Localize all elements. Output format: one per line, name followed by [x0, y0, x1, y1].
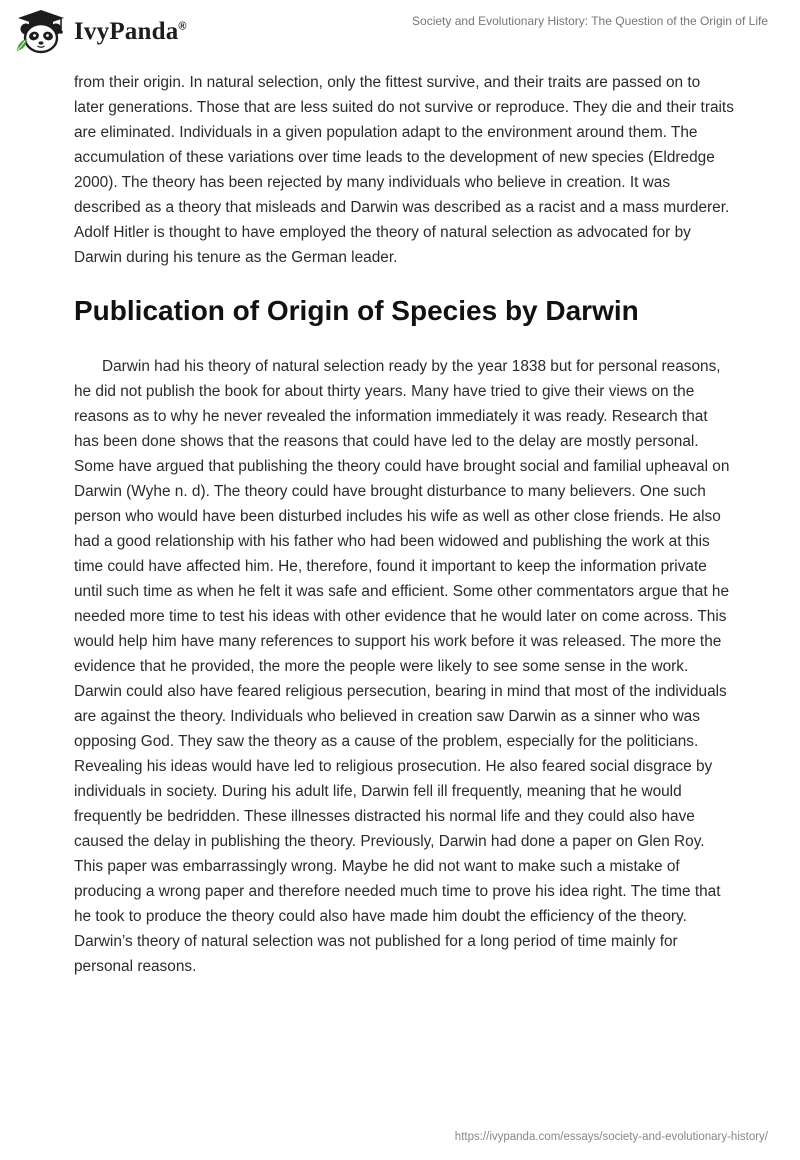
brand-name-text: IvyPanda	[74, 18, 179, 45]
running-title: Society and Evolutionary History: The Question of the Origin of Life	[412, 14, 768, 28]
section-heading: Publication of Origin of Species by Darwin	[74, 295, 639, 326]
page-header	[0, 0, 800, 62]
source-url-link[interactable]: https://ivypanda.com/essays/society-and-evolutionary-history/	[454, 1131, 768, 1143]
body-paragraph: Darwin had his theory of natural selection ready by the year 1838 but for personal reasons, he did not publish the book for about thirty years. Many have tried to give their views on the reasons as to why he never revealed the information immediately it was ready. Research that has been done shows that the reasons that could have led to the delay are mostly personal. Some have argued that publishing the theory could have brought social and familial upheaval on Darwin (Wyhe n. d). The theory could have brought disturbance to many believers. One such person who would have been disturbed includes his wife as well as other close friends. He also had a good relationship with his father who had been widowed and publishing the work at this time could have affected him. He, therefore, found it important to keep the information private until such time as when he felt it was safe and efficient. Some other commentators argue that he needed more time to test his ideas with other evidence that he would later on come across. This would help him have many references to support his work before it was released. The more the evidence that he provided, the more the people were likely to see some sense in the work. Darwin could also have feared religious persecution, bearing in mind that most of the individuals are against the theory. Individuals who believed in creation saw Darwin as a sinner who was opposing God. They saw the theory as a cause of the problem, especially for the politicians. Revealing his ideas would have led to religious prosecution. He also feared social disgrace by individuals in society. During his adult life, Darwin fell ill frequently, meaning that he would frequently be bedridden. These illnesses distracted his normal life and they could also have caused the delay in publishing the theory. Previously, Darwin had done a paper on Glen Roy. This paper was embarrassingly wrong. Maybe he did not want to make such a mistake of producing a wrong paper and therefore needed much time to prove his idea right. The time that he took to produce the theory could also have made him doubt the efficiency of the theory. Darwin’s theory of natural selection was not published for a long period of time mainly for personal reasons.	[74, 358, 730, 975]
essay-content	[74, 70, 734, 979]
body-paragraph-continued: from their origin. In natural selection, only the fittest survive, and their traits are passed on to later generations. Those that are less suited do not survive or reproduce. They die and their traits are eliminated. Individuals in a given population adapt to the environment around them. The accumulation of these variations over time leads to the development of new species (Eldredge 2000). The theory has been rejected by many individuals who believe in creation. It was described as a theory that misleads and Darwin was described as a racist and a mass murderer. Adolf Hitler is thought to have employed the theory of natural selection as advocated for by Darwin during his tenure as the German leader.	[74, 74, 734, 266]
brand-name	[74, 18, 187, 46]
registered-mark: ®	[178, 20, 187, 33]
panda-logo-icon	[14, 9, 68, 55]
ivypanda-logo[interactable]	[14, 9, 187, 55]
